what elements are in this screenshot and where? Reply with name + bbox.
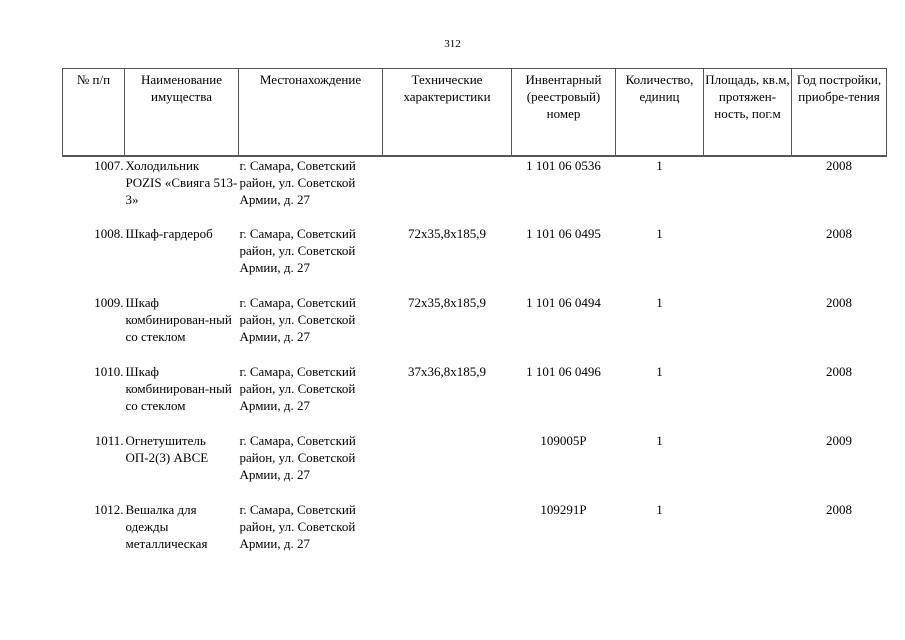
row-quantity: 1 [656, 295, 663, 310]
row-number: 1009. [94, 295, 124, 310]
row-inventory: 1 101 06 0496 [526, 364, 601, 379]
row-name: Вешалка для одежды металлическая [125, 502, 208, 551]
row-number: 1007. [94, 158, 124, 173]
table-row [63, 225, 887, 294]
row-location: г. Самара, Советский район, ул. Советской Армии, д. 27 [239, 226, 356, 275]
row-number: 1010. [94, 364, 124, 379]
header-num: № п/п [63, 69, 125, 157]
row-tech [383, 501, 512, 570]
table-row [63, 294, 887, 363]
row-inventory: 109291Р [540, 502, 587, 517]
property-register-table [62, 68, 887, 570]
row-tech: 72х35,8х185,9 [408, 226, 486, 241]
header-tech: Технические характеристики [383, 69, 512, 157]
row-year: 2008 [826, 226, 852, 241]
row-year: 2008 [826, 364, 852, 379]
row-year: 2008 [826, 295, 852, 310]
row-tech: 72х35,8х185,9 [408, 295, 486, 310]
table-row [63, 432, 887, 501]
row-location: г. Самара, Советский район, ул. Советской Армии, д. 27 [239, 433, 356, 482]
header-location: Местонахождение [239, 69, 383, 157]
row-quantity: 1 [656, 433, 663, 448]
row-tech: 37х36,8х185,9 [408, 364, 486, 379]
page-number: 312 [444, 38, 461, 50]
row-number: 1008. [94, 226, 124, 241]
table-header-row [63, 69, 887, 157]
table-row [63, 501, 887, 570]
header-name: Наименование имущества [125, 69, 239, 157]
row-quantity: 1 [656, 226, 663, 241]
row-inventory: 1 101 06 0536 [526, 158, 601, 173]
row-number: 1012. [94, 502, 124, 517]
row-year: 2008 [826, 502, 852, 517]
row-inventory: 1 101 06 0495 [526, 226, 601, 241]
row-area [704, 432, 792, 501]
header-inventory: Инвентарный (реестровый) номер [512, 69, 616, 157]
row-name: Шкаф комбинирован-ный со стеклом [125, 364, 232, 413]
row-tech [383, 156, 512, 225]
table-row [63, 156, 887, 225]
row-tech [383, 432, 512, 501]
row-name: Огнетушитель ОП-2(3) АВСЕ [125, 433, 209, 465]
row-inventory: 1 101 06 0494 [526, 295, 601, 310]
header-area: Площадь, кв.м, протяжен-ность, пог.м [704, 69, 792, 157]
row-year: 2009 [826, 433, 852, 448]
row-year: 2008 [826, 158, 852, 173]
table-row [63, 363, 887, 432]
row-area [704, 225, 792, 294]
row-area [704, 501, 792, 570]
row-name: Шкаф-гардероб [125, 226, 213, 241]
row-area [704, 294, 792, 363]
header-quantity: Количество, единиц [616, 69, 704, 157]
row-quantity: 1 [656, 158, 663, 173]
row-location: г. Самара, Советский район, ул. Советской Армии, д. 27 [239, 158, 356, 207]
row-area [704, 156, 792, 225]
header-year: Год постройки, приобре-тения [792, 69, 887, 157]
row-quantity: 1 [656, 364, 663, 379]
row-location: г. Самара, Советский район, ул. Советской Армии, д. 27 [239, 502, 356, 551]
row-quantity: 1 [656, 502, 663, 517]
row-name: Шкаф комбинирован-ный со стеклом [125, 295, 232, 344]
row-location: г. Самара, Советский район, ул. Советской Армии, д. 27 [239, 295, 356, 344]
row-number: 1011. [94, 433, 124, 448]
row-name: Холодильник POZIS «Свияга 513-3» [125, 158, 238, 207]
row-location: г. Самара, Советский район, ул. Советской Армии, д. 27 [239, 364, 356, 413]
row-area [704, 363, 792, 432]
row-inventory: 109005Р [540, 433, 587, 448]
